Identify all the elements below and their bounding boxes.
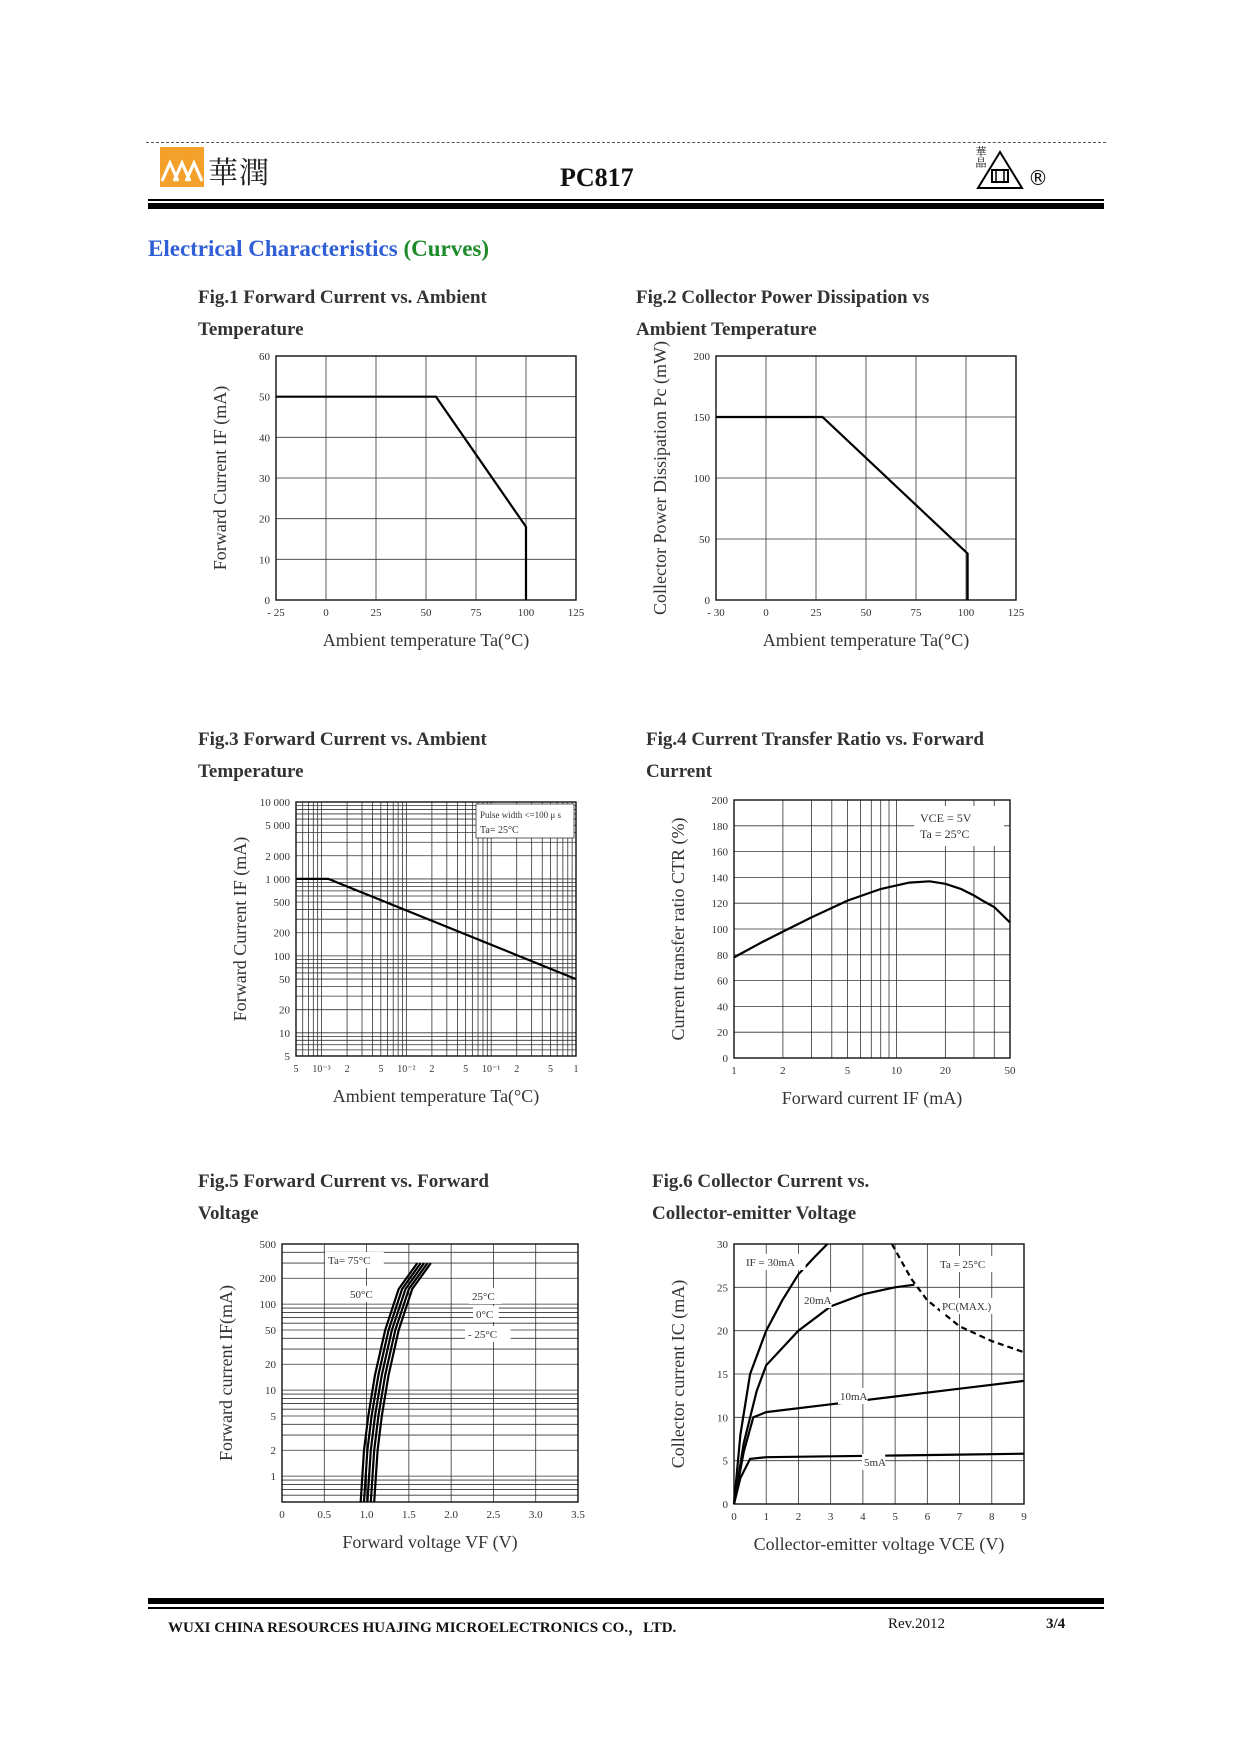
x-tick-label: 5 [892, 1511, 898, 1523]
y-tick-label: 60 [717, 975, 728, 988]
annotation-text: Pulse width <=100 μ s [480, 810, 561, 820]
x-tick-label: - 25 [267, 607, 285, 619]
x-tick-label: 100 [957, 607, 975, 619]
x-tick-label: 3.0 [528, 1509, 543, 1521]
fig2-chart [640, 340, 1040, 700]
y-tick-label: 15 [717, 1369, 728, 1381]
y-tick-label: 10 [265, 1385, 276, 1398]
registered-mark: ® [1028, 166, 1048, 190]
fig6-title: Fig.6 Collector Current vs. Collector-emitter Voltage [652, 1171, 870, 1224]
company-logo-text: 華潤 [208, 156, 270, 191]
y-axis-label: Forward Current IF (mA) [210, 385, 230, 571]
x-tick-label: 10⁻³ [312, 1064, 331, 1075]
x-tick-label: 50 [1004, 1065, 1016, 1077]
x-tick-label: 0 [323, 607, 329, 619]
y-tick-label: 50 [259, 391, 270, 404]
plot-frame [296, 802, 576, 1056]
x-tick-label: 6 [924, 1511, 931, 1523]
x-tick-label: 3 [827, 1511, 834, 1523]
y-tick-label: 40 [717, 1001, 728, 1014]
x-tick-label: 1 [731, 1065, 737, 1077]
series-line-1 [716, 417, 968, 600]
x-tick-label: 3.5 [571, 1509, 585, 1521]
fig6-chart [650, 1228, 1050, 1588]
x-tick-label: 5 [547, 1064, 553, 1075]
y-axis-label: Forward current IF(mA) [216, 1285, 236, 1461]
series-label: 10mA [840, 1391, 868, 1403]
fig5-title: Fig.5 Forward Current vs. Forward Voltage [198, 1171, 489, 1224]
x-tick-label: 25 [810, 607, 822, 619]
x-tick-label: 25 [370, 607, 382, 619]
y-tick-label: 1 000 [265, 873, 290, 886]
y-tick-label: 10 000 [259, 797, 290, 809]
series-label: 25°C [472, 1291, 495, 1303]
x-tick-label: 2.0 [444, 1509, 459, 1521]
series-label: PC(MAX.) [942, 1301, 992, 1313]
x-tick-label: 5 [378, 1064, 384, 1075]
header-dotted-rule [146, 142, 1106, 143]
y-tick-label: 500 [273, 897, 290, 910]
y-tick-label: 5 000 [265, 820, 290, 833]
x-tick-label: 1 [573, 1064, 579, 1075]
fig5-chart [200, 1228, 600, 1588]
x-tick-label: 125 [1007, 607, 1025, 619]
series-label: Ta= 75°C [328, 1255, 371, 1267]
y-axis-label: Forward Current IF (mA) [230, 836, 250, 1022]
y-tick-label: 200 [693, 351, 710, 363]
y-tick-label: 20 [717, 1027, 728, 1040]
y-tick-label: 30 [717, 1239, 728, 1251]
y-tick-label: 0 [264, 595, 270, 607]
x-tick-label: 50 [420, 607, 432, 619]
y-tick-label: 0 [704, 595, 710, 607]
y-tick-label: 0 [722, 1053, 728, 1065]
fig1-title: Fig.1 Forward Current vs. Ambient Temperature [198, 287, 487, 340]
company-logo-icon [160, 147, 204, 187]
y-tick-label: 30 [259, 473, 270, 485]
plot-frame [282, 1244, 578, 1502]
y-tick-label: 2 [270, 1445, 276, 1458]
series-label: 50°C [350, 1289, 373, 1301]
y-tick-label: 100 [693, 473, 710, 485]
y-axis-label: Collector current IC (mA) [668, 1279, 688, 1469]
series-label: IF = 30mA [746, 1257, 795, 1269]
y-tick-label: 500 [259, 1239, 276, 1251]
x-axis-label: Forward current IF (mA) [781, 1088, 963, 1108]
x-tick-label: 2 [429, 1064, 435, 1075]
y-tick-label: 20 [259, 513, 270, 526]
x-tick-label: 5 [293, 1064, 299, 1075]
header-rule-thick [148, 203, 1104, 209]
series-line-3 [734, 1381, 1024, 1504]
y-tick-label: 5 [722, 1455, 728, 1468]
annotation-text: Ta= 25°C [480, 825, 519, 836]
x-tick-label: 75 [470, 607, 482, 619]
y-tick-label: 5 [284, 1051, 290, 1063]
y-tick-label: 10 [279, 1027, 290, 1040]
x-tick-label: 0 [731, 1511, 737, 1523]
y-tick-label: 10 [259, 554, 270, 567]
x-tick-label: 10⁻² [397, 1064, 416, 1075]
y-tick-label: 150 [693, 412, 710, 424]
x-tick-label: 9 [1021, 1511, 1027, 1523]
annotation-text: VCE = 5V [920, 811, 972, 825]
y-tick-label: 140 [711, 872, 728, 885]
x-tick-label: 10⁻¹ [482, 1064, 501, 1075]
x-tick-label: 2 [344, 1064, 350, 1075]
x-axis-label: Ambient temperature Ta(°C) [762, 630, 970, 650]
fig3-chart [200, 786, 600, 1146]
y-tick-label: 50 [279, 974, 290, 987]
series-label: 0°C [476, 1309, 494, 1321]
x-tick-label: 100 [517, 607, 535, 619]
x-tick-label: 5 [844, 1065, 851, 1077]
y-tick-label: 20 [265, 1359, 276, 1372]
y-tick-label: 200 [259, 1273, 276, 1286]
y-tick-label: 100 [259, 1299, 276, 1312]
y-tick-label: 180 [711, 820, 728, 833]
x-tick-label: 1.5 [401, 1509, 416, 1521]
x-axis-label: Ambient temperature Ta(°C) [332, 1086, 540, 1106]
series-label: - 25°C [468, 1329, 498, 1341]
y-tick-label: 50 [699, 534, 710, 546]
x-tick-label: 5 [463, 1064, 469, 1075]
y-tick-label: 0 [722, 1499, 728, 1511]
y-tick-label: 20 [279, 1004, 290, 1017]
x-tick-label: 2 [780, 1065, 786, 1077]
x-tick-label: 20 [939, 1065, 951, 1077]
x-tick-label: 8 [989, 1511, 995, 1523]
series-label: 5mA [864, 1457, 886, 1469]
x-tick-label: 0.5 [317, 1509, 332, 1521]
x-tick-label: 1 [763, 1511, 769, 1523]
x-tick-label: 7 [956, 1511, 963, 1523]
y-tick-label: 200 [273, 927, 290, 940]
x-axis-label: Ambient temperature Ta(°C) [322, 630, 530, 650]
fig1-chart [200, 340, 600, 700]
x-tick-label: 10 [890, 1065, 902, 1077]
certification-mark-icon [972, 146, 1028, 196]
series-line-2 [734, 1285, 914, 1504]
series-line-1 [734, 881, 1010, 957]
x-tick-label: 2 [514, 1064, 520, 1075]
header-rule-thin [148, 199, 1104, 201]
y-tick-label: 160 [711, 846, 728, 859]
x-tick-label: - 30 [707, 607, 725, 619]
x-tick-label: 0 [279, 1509, 285, 1521]
y-tick-label: 50 [265, 1325, 276, 1337]
y-tick-label: 20 [717, 1325, 728, 1338]
y-tick-label: 1 [270, 1471, 276, 1484]
series-label: Ta = 25°C [940, 1259, 986, 1271]
section-title: Electrical Characteristics (Curves) [148, 236, 490, 261]
x-tick-label: 4 [860, 1511, 866, 1523]
y-tick-label: 60 [259, 351, 270, 363]
footer-rule-thick [148, 1598, 1104, 1604]
y-tick-label: 80 [717, 949, 728, 962]
y-axis-label: Current transfer ratio CTR (%) [668, 817, 688, 1041]
y-tick-label: 10 [717, 1412, 728, 1425]
x-tick-label: 2 [795, 1511, 802, 1523]
series-line-1 [296, 879, 576, 979]
series-label: 20mA [804, 1295, 832, 1307]
footer-revision: Rev.2012 [888, 1616, 945, 1632]
fig4-chart [650, 786, 1050, 1146]
y-tick-label: 25 [717, 1282, 728, 1295]
fig2-title: Fig.2 Collector Power Dissipation vs Ambient Temperature [636, 287, 930, 340]
y-tick-label: 5 [270, 1411, 276, 1423]
series-line-1 [276, 397, 526, 600]
fig4-title: Fig.4 Current Transfer Ratio vs. Forward Current [646, 729, 984, 782]
y-tick-label: 100 [273, 950, 290, 963]
x-tick-label: 0 [763, 607, 769, 619]
annotation-text: Ta = 25°C [920, 827, 970, 841]
x-tick-label: 2.5 [486, 1509, 501, 1521]
footer-page-number: 3/4 [1046, 1616, 1066, 1632]
page-title: PC817 [560, 163, 634, 192]
footer-rule-thin [148, 1607, 1104, 1609]
fig3-title: Fig.3 Forward Current vs. Ambient Temperature [198, 729, 487, 782]
x-tick-label: 75 [910, 607, 922, 619]
y-axis-label: Collector Power Dissipation Pc (mW) [650, 341, 670, 615]
x-tick-label: 1.0 [359, 1509, 374, 1521]
y-tick-label: 120 [711, 898, 728, 911]
x-axis-label: Collector-emitter voltage VCE (V) [753, 1534, 1005, 1554]
certification-mark-text: 華晶 [974, 146, 987, 168]
x-tick-label: 50 [860, 607, 872, 619]
y-tick-label: 40 [259, 432, 270, 445]
y-tick-label: 200 [711, 795, 728, 807]
footer-company: WUXI CHINA RESOURCES HUAJING MICROELECTRONICS CO.，LTD. [168, 1620, 677, 1636]
y-tick-label: 2 000 [265, 850, 290, 863]
y-tick-label: 100 [711, 924, 728, 936]
x-axis-label: Forward voltage VF (V) [342, 1532, 518, 1552]
x-tick-label: 125 [567, 607, 585, 619]
